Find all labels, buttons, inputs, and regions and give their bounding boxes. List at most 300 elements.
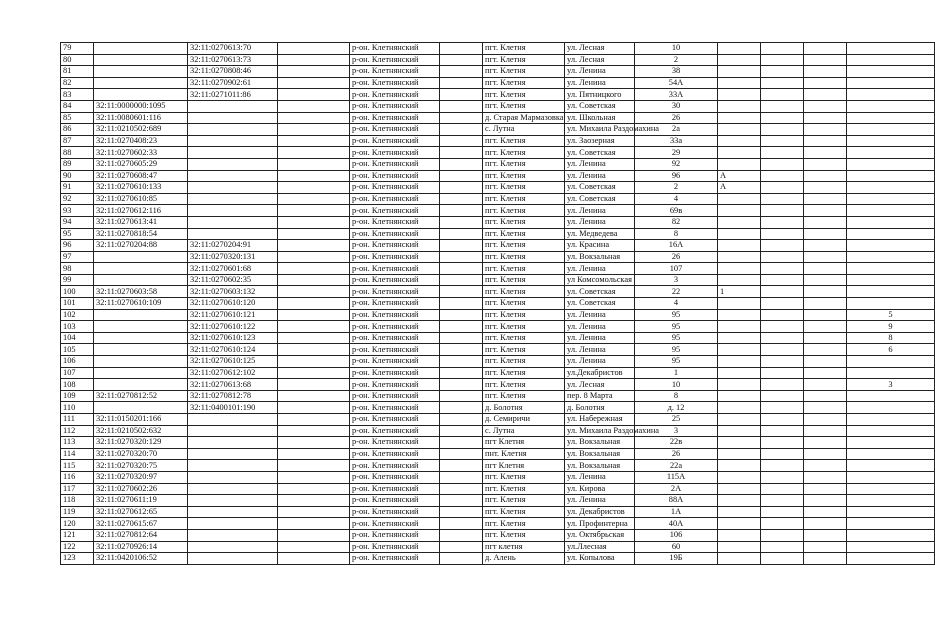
settlement-cell: пгт. Клетня (483, 286, 565, 298)
empty-cell (440, 506, 483, 518)
row-number: 81 (61, 66, 94, 78)
house-number-cell: 2 (635, 182, 718, 194)
empty-cell (761, 309, 804, 321)
row-number: 97 (61, 251, 94, 263)
street-cell: ул. Советская (565, 298, 635, 310)
row-number: 95 (61, 228, 94, 240)
settlement-cell: пгт. Клетня (483, 506, 565, 518)
empty-cell (761, 205, 804, 217)
cadastral-number-land: 32:11:0270612:65 (94, 506, 188, 518)
row-number: 79 (61, 43, 94, 55)
street-cell: ул. Советская (565, 286, 635, 298)
empty-cell (440, 286, 483, 298)
row-number: 103 (61, 321, 94, 333)
empty-cell (804, 448, 847, 460)
table-row (61, 43, 935, 55)
apartment-number-cell (847, 390, 935, 402)
district-cell: р-он. Клетнянский (350, 483, 440, 495)
empty-cell (440, 263, 483, 275)
street-cell: ул. Ленина (565, 205, 635, 217)
empty-cell (278, 77, 350, 89)
apartment-number-cell (847, 251, 935, 263)
cadastral-number-building (188, 425, 278, 437)
empty-cell (278, 437, 350, 449)
cadastral-number-building (188, 541, 278, 553)
empty-cell (761, 414, 804, 426)
row-number: 104 (61, 332, 94, 344)
street-cell: ул.Декабристов (565, 367, 635, 379)
street-cell: ул. Ленина (565, 309, 635, 321)
empty-cell (804, 54, 847, 66)
row-number: 83 (61, 89, 94, 101)
table-row (61, 402, 935, 414)
house-number-cell: 8 (635, 228, 718, 240)
cadastral-number-land (94, 379, 188, 391)
house-number-cell: 33А (635, 89, 718, 101)
row-number: 99 (61, 274, 94, 286)
street-cell: ул. Профинтерна (565, 518, 635, 530)
building-letter-cell (718, 274, 761, 286)
empty-cell (761, 518, 804, 530)
cadastral-number-land: 32:11:0270812:64 (94, 529, 188, 541)
house-number-cell: 29 (635, 147, 718, 159)
cadastral-number-building: 32:11:0270601:68 (188, 263, 278, 275)
empty-cell (440, 228, 483, 240)
cadastral-number-land: 32:11:0270320:75 (94, 460, 188, 472)
empty-cell (761, 182, 804, 194)
building-letter-cell (718, 205, 761, 217)
cadastral-number-building (188, 414, 278, 426)
table-row (61, 321, 935, 333)
row-number: 101 (61, 298, 94, 310)
street-cell: ул. Медведева (565, 228, 635, 240)
cadastral-number-land (94, 89, 188, 101)
empty-cell (278, 541, 350, 553)
empty-cell (278, 228, 350, 240)
district-cell: р-он. Клетнянский (350, 228, 440, 240)
cadastral-number-land: 32:11:0270320:129 (94, 437, 188, 449)
empty-cell (278, 147, 350, 159)
empty-cell (440, 240, 483, 252)
house-number-cell: 10 (635, 379, 718, 391)
empty-cell (278, 518, 350, 530)
empty-cell (761, 344, 804, 356)
table-row (61, 309, 935, 321)
empty-cell (761, 425, 804, 437)
row-number: 116 (61, 471, 94, 483)
cadastral-number-land: 32:11:0270605:29 (94, 158, 188, 170)
cadastral-number-building (188, 170, 278, 182)
row-number: 96 (61, 240, 94, 252)
empty-cell (761, 332, 804, 344)
empty-cell (761, 448, 804, 460)
empty-cell (278, 402, 350, 414)
district-cell: р-он. Клетнянский (350, 321, 440, 333)
cadastral-number-land: 32:11:0270608:47 (94, 170, 188, 182)
table-row (61, 89, 935, 101)
street-cell: ул. Советская (565, 147, 635, 159)
cadastral-number-building (188, 147, 278, 159)
empty-cell (440, 43, 483, 55)
house-number-cell: 95 (635, 344, 718, 356)
table-row (61, 54, 935, 66)
empty-cell (440, 402, 483, 414)
empty-cell (440, 251, 483, 263)
street-cell: ул. Ленина (565, 344, 635, 356)
empty-cell (804, 298, 847, 310)
house-number-cell: 2а (635, 124, 718, 136)
empty-cell (761, 553, 804, 565)
empty-cell (761, 112, 804, 124)
cadastral-number-building: 32:11:0400101:190 (188, 402, 278, 414)
settlement-cell: пгт. Клетня (483, 390, 565, 402)
street-cell: ул. Ленина (565, 332, 635, 344)
street-cell: ул. Набережная (565, 414, 635, 426)
empty-cell (440, 54, 483, 66)
settlement-cell: пгт. Клетня (483, 367, 565, 379)
building-letter-cell (718, 425, 761, 437)
house-number-cell: 22в (635, 437, 718, 449)
street-cell: ул. Вокзальная (565, 460, 635, 472)
empty-cell (761, 216, 804, 228)
apartment-number-cell (847, 135, 935, 147)
building-letter-cell (718, 216, 761, 228)
cadastral-number-land (94, 43, 188, 55)
building-letter-cell (718, 158, 761, 170)
building-letter-cell (718, 251, 761, 263)
settlement-cell: д. Алень (483, 553, 565, 565)
house-number-cell: 2 (635, 54, 718, 66)
cadastral-number-land: 32:11:0270603:58 (94, 286, 188, 298)
table-row (61, 182, 935, 194)
cadastral-number-building: 32:11:0270610:121 (188, 309, 278, 321)
table-row (61, 356, 935, 368)
building-letter-cell (718, 379, 761, 391)
table-row (61, 379, 935, 391)
table-row (61, 414, 935, 426)
street-cell: ул. Лесная (565, 54, 635, 66)
empty-cell (278, 193, 350, 205)
table-row (61, 135, 935, 147)
street-cell: ул. Михаила Раздомахина (565, 124, 635, 136)
cadastral-number-land: 32:11:0270602:26 (94, 483, 188, 495)
cadastral-number-building (188, 100, 278, 112)
street-cell: ул.Ллесная (565, 541, 635, 553)
empty-cell (804, 471, 847, 483)
settlement-cell: пгт клетня (483, 541, 565, 553)
table-row (61, 100, 935, 112)
district-cell: р-он. Клетнянский (350, 77, 440, 89)
apartment-number-cell (847, 216, 935, 228)
empty-cell (804, 495, 847, 507)
empty-cell (440, 170, 483, 182)
empty-cell (761, 483, 804, 495)
settlement-cell: пгт. Клетня (483, 298, 565, 310)
row-number: 112 (61, 425, 94, 437)
table-row (61, 495, 935, 507)
cadastral-number-building: 32:11:0270204:91 (188, 240, 278, 252)
street-cell: ул. Вокзальная (565, 251, 635, 263)
empty-cell (440, 274, 483, 286)
table-row (61, 471, 935, 483)
empty-cell (761, 100, 804, 112)
apartment-number-cell (847, 553, 935, 565)
cadastral-number-land (94, 77, 188, 89)
settlement-cell: пгт. Клетня (483, 518, 565, 530)
building-letter-cell (718, 518, 761, 530)
empty-cell (804, 379, 847, 391)
apartment-number-cell (847, 240, 935, 252)
empty-cell (804, 506, 847, 518)
apartment-number-cell (847, 263, 935, 275)
cadastral-number-land (94, 356, 188, 368)
empty-cell (440, 553, 483, 565)
building-letter-cell (718, 193, 761, 205)
building-letter-cell (718, 43, 761, 55)
apartment-number-cell (847, 448, 935, 460)
empty-cell (804, 124, 847, 136)
cadastral-number-building: 32:11:0271011:86 (188, 89, 278, 101)
building-letter-cell (718, 54, 761, 66)
table-row (61, 425, 935, 437)
empty-cell (804, 263, 847, 275)
cadastral-number-building: 32:11:0270320:131 (188, 251, 278, 263)
empty-cell (440, 379, 483, 391)
table-row (61, 298, 935, 310)
table-row (61, 193, 935, 205)
empty-cell (804, 193, 847, 205)
empty-cell (804, 135, 847, 147)
row-number: 84 (61, 100, 94, 112)
cadastral-number-building: 32:11:0270613:68 (188, 379, 278, 391)
empty-cell (761, 66, 804, 78)
empty-cell (278, 182, 350, 194)
apartment-number-cell (847, 274, 935, 286)
empty-cell (278, 43, 350, 55)
street-cell: ул. Ленина (565, 471, 635, 483)
empty-cell (440, 541, 483, 553)
cadastral-number-building (188, 448, 278, 460)
apartment-number-cell (847, 43, 935, 55)
empty-cell (278, 356, 350, 368)
empty-cell (804, 286, 847, 298)
street-cell: ул. Октябрьская (565, 529, 635, 541)
building-letter-cell (718, 135, 761, 147)
district-cell: р-он. Клетнянский (350, 332, 440, 344)
row-number: 105 (61, 344, 94, 356)
settlement-cell: пгт. Клетня (483, 135, 565, 147)
table-row (61, 77, 935, 89)
street-cell: ул. Ленина (565, 356, 635, 368)
empty-cell (278, 495, 350, 507)
house-number-cell: 33а (635, 135, 718, 147)
empty-cell (761, 390, 804, 402)
cadastral-number-land (94, 263, 188, 275)
empty-cell (761, 367, 804, 379)
cadastral-number-land: 32:11:0420106:52 (94, 553, 188, 565)
building-letter-cell (718, 471, 761, 483)
apartment-number-cell: 6 (847, 344, 935, 356)
empty-cell (440, 158, 483, 170)
empty-cell (440, 356, 483, 368)
district-cell: р-он. Клетнянский (350, 54, 440, 66)
apartment-number-cell (847, 506, 935, 518)
apartment-number-cell (847, 89, 935, 101)
empty-cell (804, 437, 847, 449)
settlement-cell: пгт. Клетня (483, 309, 565, 321)
settlement-cell: с. Лутна (483, 124, 565, 136)
empty-cell (440, 147, 483, 159)
district-cell: р-он. Клетнянский (350, 529, 440, 541)
settlement-cell: пгт. Клетня (483, 54, 565, 66)
district-cell: р-он. Клетнянский (350, 553, 440, 565)
house-number-cell: 8 (635, 390, 718, 402)
cadastral-number-building: 32:11:0270613:70 (188, 43, 278, 55)
district-cell: р-он. Клетнянский (350, 205, 440, 217)
settlement-cell: пгт. Клетня (483, 495, 565, 507)
district-cell: р-он. Клетнянский (350, 541, 440, 553)
cadastral-number-building (188, 483, 278, 495)
cadastral-number-building: 32:11:0270812:78 (188, 390, 278, 402)
cadastral-number-building (188, 437, 278, 449)
empty-cell (804, 274, 847, 286)
building-letter-cell (718, 124, 761, 136)
district-cell: р-он. Клетнянский (350, 100, 440, 112)
empty-cell (804, 216, 847, 228)
empty-cell (278, 344, 350, 356)
empty-cell (440, 460, 483, 472)
cadastral-number-building (188, 529, 278, 541)
district-cell: р-он. Клетнянский (350, 402, 440, 414)
empty-cell (440, 425, 483, 437)
building-letter-cell (718, 483, 761, 495)
row-number: 110 (61, 402, 94, 414)
table-row (61, 286, 935, 298)
apartment-number-cell (847, 54, 935, 66)
empty-cell (761, 89, 804, 101)
empty-cell (440, 437, 483, 449)
settlement-cell: пгт. Клетня (483, 379, 565, 391)
building-letter-cell (718, 240, 761, 252)
row-number: 85 (61, 112, 94, 124)
cadastral-number-land: 32:11:0080601:116 (94, 112, 188, 124)
house-number-cell: 95 (635, 332, 718, 344)
apartment-number-cell (847, 205, 935, 217)
cadastral-number-land: 32:11:0270320:70 (94, 448, 188, 460)
cadastral-number-building: 32:11:0270613:73 (188, 54, 278, 66)
building-letter-cell: А (718, 182, 761, 194)
row-number: 87 (61, 135, 94, 147)
district-cell: р-он. Клетнянский (350, 518, 440, 530)
empty-cell (804, 77, 847, 89)
empty-cell (440, 321, 483, 333)
row-number: 102 (61, 309, 94, 321)
settlement-cell: пгт. Клетня (483, 77, 565, 89)
empty-cell (440, 344, 483, 356)
house-number-cell: 54А (635, 77, 718, 89)
house-number-cell: 26 (635, 112, 718, 124)
house-number-cell: 115А (635, 471, 718, 483)
apartment-number-cell: 5 (847, 309, 935, 321)
building-letter-cell (718, 390, 761, 402)
street-cell: ул. Ленина (565, 170, 635, 182)
empty-cell (761, 495, 804, 507)
cadastral-number-building: 32:11:0270602:35 (188, 274, 278, 286)
district-cell: р-он. Клетнянский (350, 170, 440, 182)
building-letter-cell (718, 147, 761, 159)
empty-cell (761, 541, 804, 553)
empty-cell (804, 425, 847, 437)
apartment-number-cell (847, 228, 935, 240)
building-letter-cell (718, 356, 761, 368)
empty-cell (804, 251, 847, 263)
empty-cell (804, 390, 847, 402)
table-row (61, 240, 935, 252)
house-number-cell: 26 (635, 448, 718, 460)
house-number-cell: 4 (635, 193, 718, 205)
building-letter-cell (718, 263, 761, 275)
house-number-cell: 95 (635, 321, 718, 333)
empty-cell (761, 77, 804, 89)
building-letter-cell (718, 506, 761, 518)
cadastral-number-land: 32:11:0270615:67 (94, 518, 188, 530)
cadastral-number-building (188, 460, 278, 472)
empty-cell (761, 54, 804, 66)
empty-cell (804, 89, 847, 101)
settlement-cell: д. Старая Мармазовка (483, 112, 565, 124)
cadastral-number-land (94, 274, 188, 286)
empty-cell (761, 251, 804, 263)
building-letter-cell (718, 367, 761, 379)
house-number-cell: 16А (635, 240, 718, 252)
row-number: 111 (61, 414, 94, 426)
street-cell: ул. Ленина (565, 495, 635, 507)
settlement-cell: пгт. Клетня (483, 43, 565, 55)
district-cell: р-он. Клетнянский (350, 298, 440, 310)
table-row (61, 205, 935, 217)
settlement-cell: пгт. Клетня (483, 182, 565, 194)
district-cell: р-он. Клетнянский (350, 506, 440, 518)
table-row (61, 112, 935, 124)
cadastral-number-land: 32:11:0270610:133 (94, 182, 188, 194)
table-row (61, 274, 935, 286)
cadastral-number-land (94, 251, 188, 263)
house-number-cell: д. 12 (635, 402, 718, 414)
empty-cell (440, 77, 483, 89)
district-cell: р-он. Клетнянский (350, 251, 440, 263)
street-cell: ул. Советская (565, 100, 635, 112)
empty-cell (278, 170, 350, 182)
building-letter-cell (718, 460, 761, 472)
cadastral-number-land: 32:11:0270610:85 (94, 193, 188, 205)
district-cell: р-он. Клетнянский (350, 448, 440, 460)
street-cell: ул. Лесная (565, 43, 635, 55)
settlement-cell: с. Лутна (483, 425, 565, 437)
row-number: 93 (61, 205, 94, 217)
table-row (61, 437, 935, 449)
empty-cell (278, 274, 350, 286)
street-cell: ул. Школьная (565, 112, 635, 124)
empty-cell (804, 483, 847, 495)
cadastral-number-land: 32:11:0270612:116 (94, 205, 188, 217)
apartment-number-cell (847, 158, 935, 170)
cadastral-number-land: 32:11:0270812:52 (94, 390, 188, 402)
empty-cell (440, 518, 483, 530)
settlement-cell: пгт. Клетня (483, 158, 565, 170)
building-letter-cell (718, 321, 761, 333)
settlement-cell: пгт. Клетня (483, 356, 565, 368)
empty-cell (278, 321, 350, 333)
